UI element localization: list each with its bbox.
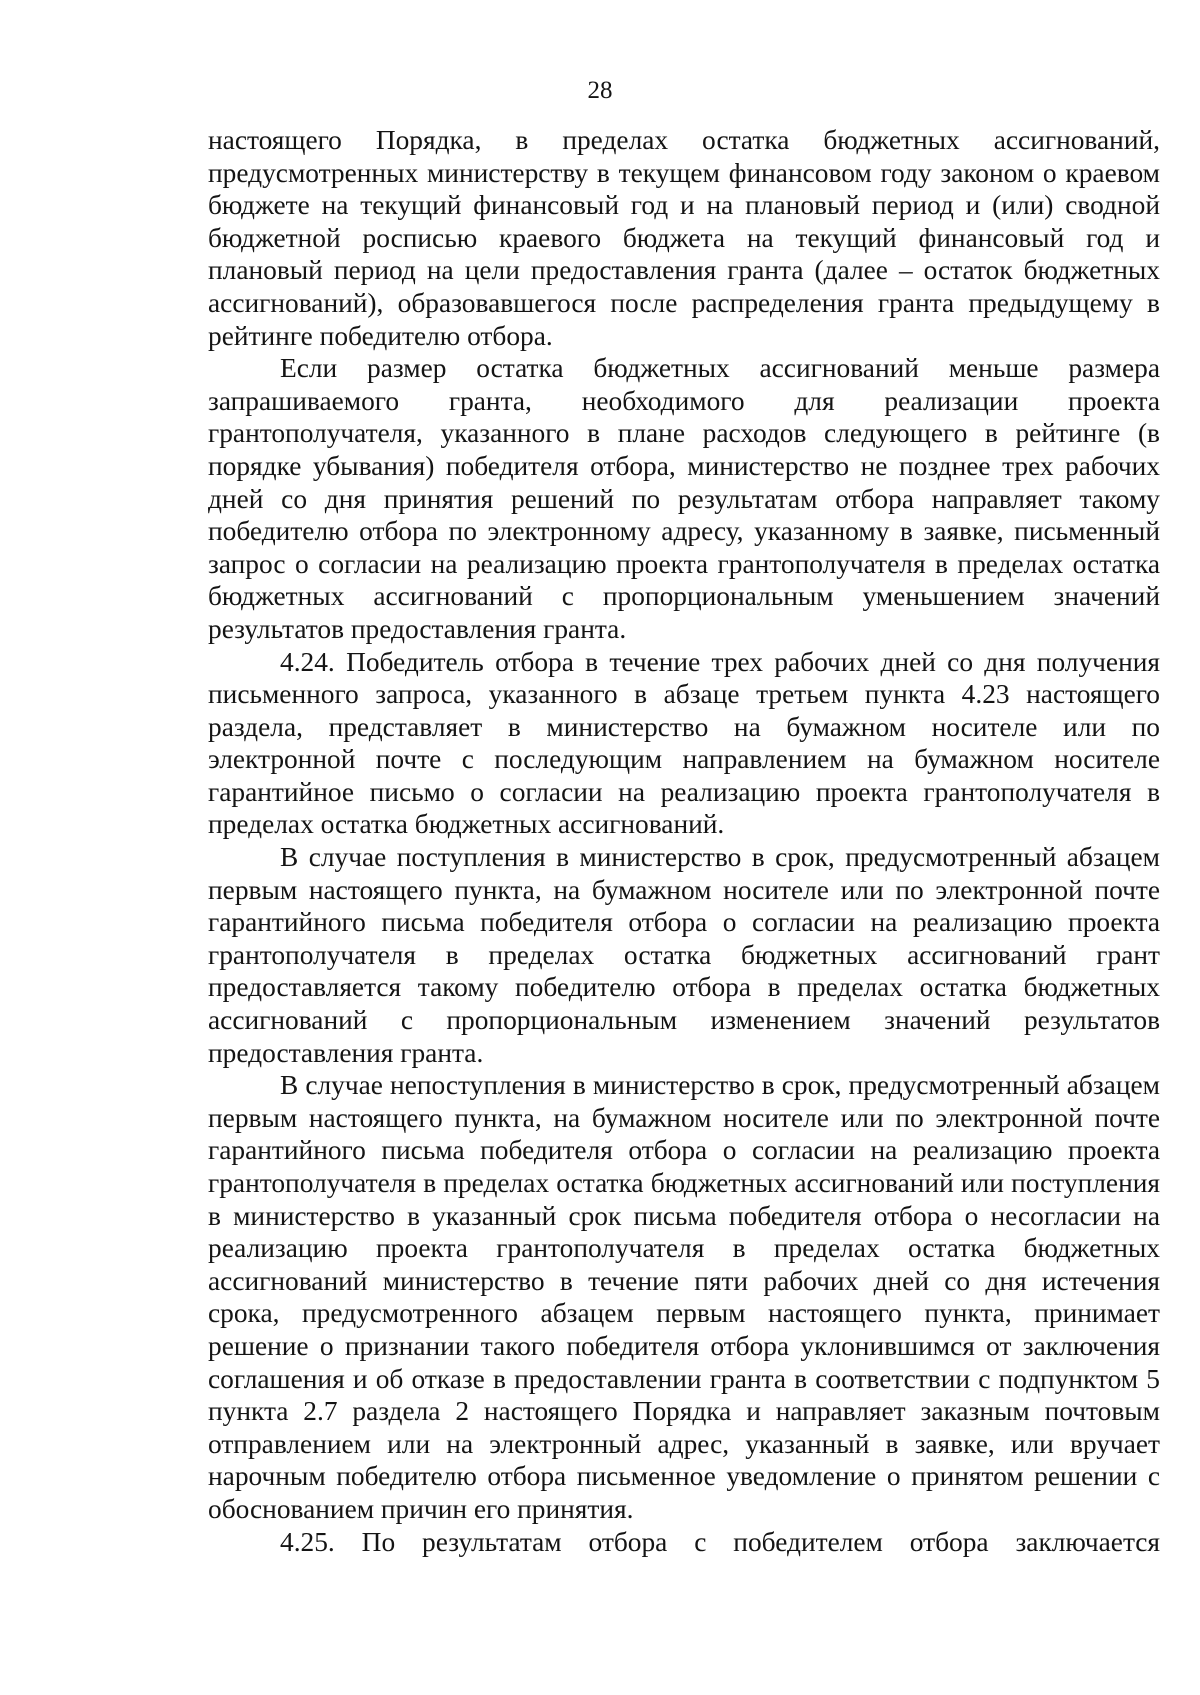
paragraph-continuation: настоящего Порядка, в пределах остатка бюджетных ассигнований, предусмотренных министерству в текущем финансовом году законом о краевом бюджете на текущий финансовый год и на плановый период и (или) сводной бюджетной росписью краевого бюджета на текущий финансовый год и плановый период на цели предоставления гранта (далее – остаток бюджетных ассигнований), образовавшегося после распределения гранта предыдущему в рейтинге победителю отбора. [208,125,1160,351]
paragraph-letter-not-received: В случае непоступления в министерство в срок, предусмотренный абзацем первым настоящего пункта, на бумажном носителе или по электронной почте гарантийного письма победителя отбора о согласии на реализацию проекта грантополучателя в пределах остатка бюджетных ассигнований или поступления в министерство в указанный срок письма победителя отбора о несогласии на реализацию проекта грантополучателя в пределах остатка бюджетных ассигнований министерство в течение пяти рабочих дней со дня истечения срока, предусмотренного абзацем первым настоящего пункта, принимает решение о признании такого победителя отбора уклонившимся от заключения соглашения и об отказе в предоставлении гранта в соответствии с подпунктом 5 пункта 2.7 раздела 2 настоящего Порядка и направляет заказным почтовым отправлением или на электронный адрес, указанный в заявке, или вручает нарочным победителю отбора письменное уведомление о принятом решении с обоснованием причин его принятия. [208,1070,1160,1524]
paragraph-letter-received: В случае поступления в министерство в срок, предусмотренный абзацем первым настоящего пункта, на бумажном носителе или по электронной почте гарантийного письма победителя отбора о согласии на реализацию проекта грантополучателя в пределах остатка бюджетных ассигнований грант предоставляется такому победителю отбора в пределах остатка бюджетных ассигнований с пропорциональным изменением значений результатов предоставления гранта. [208,842,1160,1068]
document-body [208,124,1160,1558]
paragraph-item-4-24: 4.24. Победитель отбора в течение трех рабочих дней со дня получения письменного запроса, указанного в абзаце третьем пункта 4.23 настоящего раздела, представляет в министерство на бумажном носителе или по электронной почте с последующим направлением на бумажном носителе гарантийное письмо о согласии на реализацию проекта грантополучателя в пределах остатка бюджетных ассигнований. [208,646,1160,840]
paragraph-remaining-allocations: Если размер остатка бюджетных ассигнований меньше размера запрашиваемого гранта, необходимого для реализации проекта грантополучателя, указанного в плане расходов следующего в рейтинге (в порядке убывания) победителя отбора, министерство не позднее трех рабочих дней со дня принятия решений по результатам отбора направляет такому победителю отбора по электронному адресу, указанному в заявке, письменный запрос о согласии на реализацию проекта грантополучателя в пределах остатка бюджетных ассигнований с пропорциональным уменьшением значений результатов предоставления гранта. [208,353,1160,644]
paragraph-item-4-25: 4.25. По результатам отбора с победителем отбора заключается [280,1526,1160,1557]
page-number: 28 [587,77,613,104]
